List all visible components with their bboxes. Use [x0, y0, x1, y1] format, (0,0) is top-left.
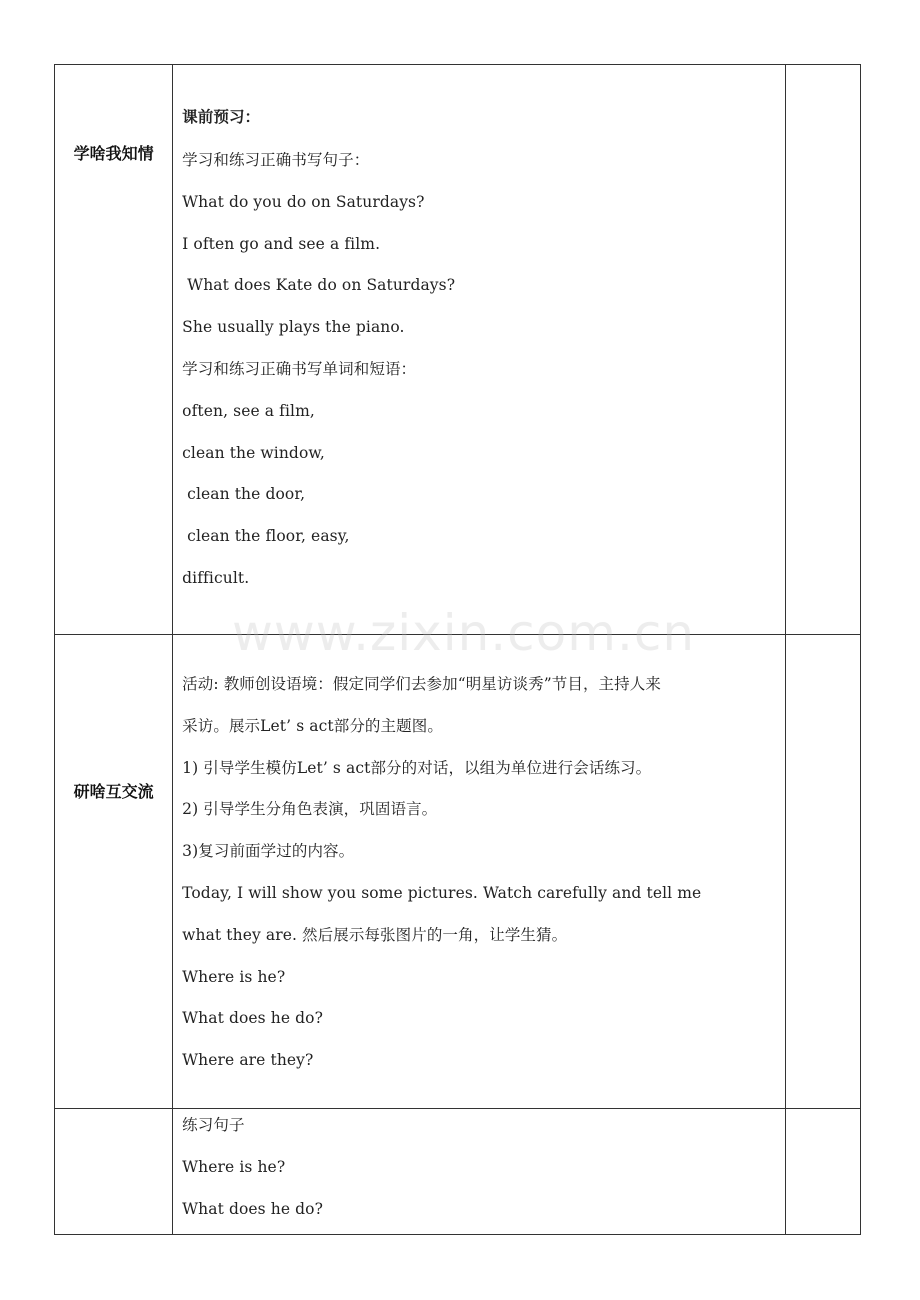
row-label: 研啥互交流 [73, 782, 154, 801]
row-content-cell [173, 1109, 786, 1235]
row-content-cell [173, 635, 786, 1109]
row-side-cell [785, 635, 860, 1109]
content-line: 练习句子 [182, 1116, 245, 1134]
row-label-cell [55, 65, 173, 635]
content-line: 学习和练习正确书写单词和短语： [182, 359, 417, 378]
table-row-practice [55, 1109, 861, 1235]
row-content-cell [173, 65, 786, 635]
content-line: What do you do on Saturdays? [182, 192, 425, 211]
content-line: She usually plays the piano. [182, 318, 405, 337]
content-line: Where is he? [182, 1157, 286, 1176]
content-line: 活动: 教师创设语境：假定同学们去参加“明星访谈秀”节目，主持人来 [182, 675, 661, 693]
table-row-activity [55, 635, 861, 1109]
content-line: What does he do? [182, 1009, 324, 1028]
content-line: 学习和练习正确书写句子： [182, 151, 370, 169]
content-line: Today, I will show you some pictures. Watch carefully and tell me [182, 883, 702, 902]
content-line: 2) 引导学生分角色表演，巩固语言。 [182, 800, 438, 819]
content-line: clean the window, [182, 443, 325, 462]
content-line: clean the floor, easy, [182, 527, 350, 546]
content-line: what they are. 然后展示每张图片的一角，让学生猜。 [182, 925, 568, 944]
watermark: www.zixin.com.cn [232, 604, 696, 662]
row-label-cell [55, 1109, 173, 1235]
row-label: 学啥我知情 [73, 144, 154, 163]
content-line: What does he do? [182, 1199, 324, 1218]
content-line: I often go and see a film. [182, 234, 381, 253]
content-line: 采访。展示Let’ s act部分的主题图。 [182, 716, 443, 735]
content-line: clean the door, [182, 485, 306, 504]
table-row-preview [55, 65, 861, 635]
row-side-cell [785, 65, 860, 635]
row-label-cell [55, 635, 173, 1109]
lesson-plan-table [54, 64, 861, 1235]
content-line: often, see a film, [182, 401, 315, 420]
section-heading: 课前预习： [182, 108, 261, 126]
content-line: 3)复习前面学过的内容。 [182, 842, 355, 861]
content-line: Where is he? [182, 967, 286, 986]
content-line: What does Kate do on Saturdays? [182, 276, 456, 295]
content-line: difficult. [182, 568, 250, 587]
content-line: 1) 引导学生模仿Let’ s act部分的对话，以组为单位进行会话练习。 [182, 758, 652, 777]
content-line: Where are they? [182, 1051, 314, 1070]
row-side-cell [785, 1109, 860, 1235]
